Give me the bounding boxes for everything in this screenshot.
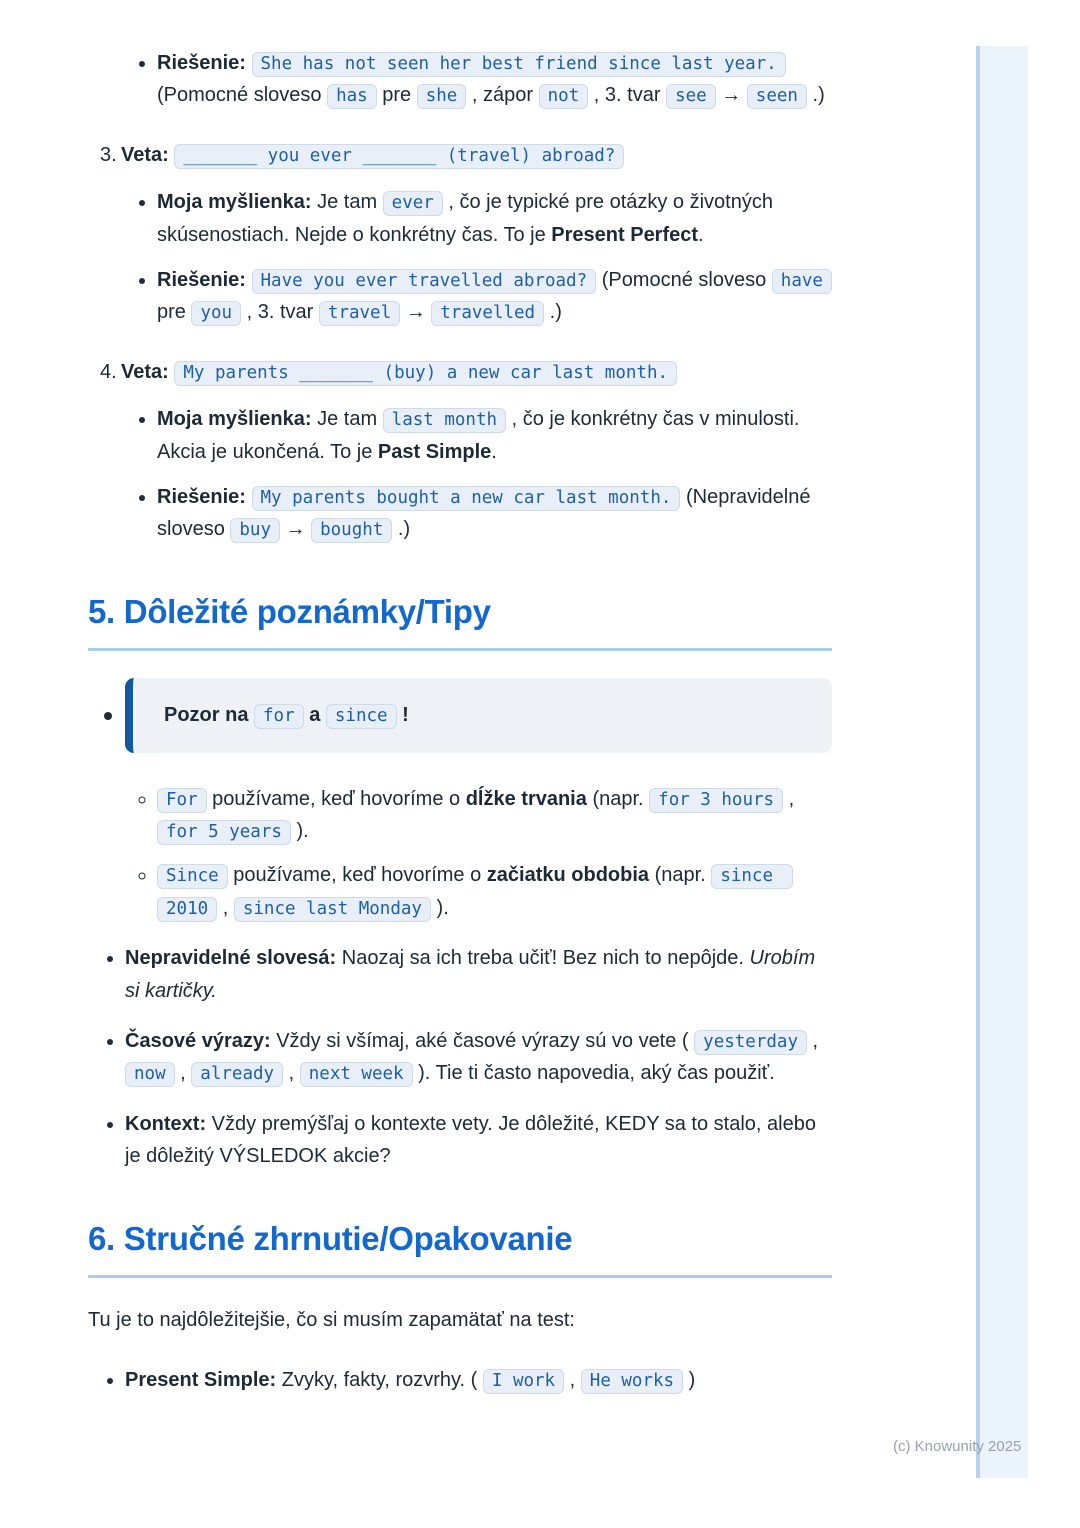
emphasis-text: začiatku obdobia [486,864,650,887]
code-chip: He works [581,1369,683,1394]
code-chip: for 3 hours [649,788,783,813]
tip-label: Kontext: [125,1112,207,1135]
code-chip: since [326,704,397,729]
code-chip: she [417,84,467,109]
section-heading-6: 6. Stručné zhrnutie/Opakovanie [88,1219,573,1257]
text-segment: .) [397,518,411,541]
code-chip: travel [319,301,400,326]
veta-label: Veta: [121,360,169,383]
list-item [157,264,832,329]
idea-label: Moja myšlienka: [157,191,312,214]
code-chip: you [191,301,241,326]
code-chip: already [191,1062,283,1087]
document-content [88,47,832,1396]
text-segment: Vždy si všímaj, aké časové výrazy sú vo vete ( [276,1030,689,1053]
code-chip: buy [230,518,280,543]
text-segment: , 3. tvar [593,84,661,107]
summary-item-present-simple [125,1364,832,1396]
code-chip: since 2010 [157,864,793,921]
text-segment: pre [382,84,412,107]
text-segment: , [222,896,229,919]
heading-rule [88,1275,832,1278]
code-chip: see [666,84,716,109]
text-segment: , čo je konkrétny čas v minulosti. Akcia je ukončená. To je [157,408,800,463]
code-chip: My parents _______ (buy) a new car last month. [174,361,677,386]
list-item [157,481,832,546]
text-segment: (napr. [654,864,706,887]
page-edge-strip [976,46,1028,1478]
solution-label: Riešenie: [157,268,246,291]
code-chip: yesterday [694,1030,807,1055]
list-number: 4. [100,360,117,383]
text-segment: . [491,440,497,463]
text-segment: pre [157,301,186,324]
text-segment: Je tam [317,408,378,431]
arrow-text: → [721,84,742,107]
tip-item-context [125,1108,832,1173]
tip-item-irregular [125,942,832,1007]
italic-note: Urobím si kartičky. [125,947,816,1002]
text-segment: . [698,223,704,246]
tip-label: Časové výrazy: [125,1030,271,1053]
text-segment: ). Tie ti často napovedia, aký čas použiť. [418,1062,775,1085]
code-chip: _______ you ever _______ (travel) abroad? [174,144,624,169]
text-segment: , [569,1368,576,1391]
text-segment: používame, keď hovoríme o [233,864,482,887]
text-segment: Je tam [317,191,378,214]
code-chip: since last Monday [234,897,431,922]
tip-item-time [125,1025,832,1090]
summary-intro: Tu je to najdôležitejšie, čo si musím zapamätať na test: [88,1309,575,1332]
code-chip: for 5 years [157,820,291,845]
callout-note [125,678,832,752]
code-chip: last month [383,408,506,433]
tense-name: Past Simple [377,440,492,463]
code-chip: seen [747,84,807,109]
code-chip: travelled [431,301,544,326]
analysis-list [100,403,832,546]
text-segment: , [288,1062,295,1085]
solution-label: Riešenie: [157,485,246,508]
emphasis-text: dĺžke trvania [465,787,587,810]
text-segment: .) [549,301,562,324]
list-item [157,403,832,468]
code-chip: For [157,788,207,813]
text-segment: , [180,1062,186,1085]
veta-item-4 [88,356,832,546]
copyright-watermark: (c) Knowunity 2025 [893,1438,1022,1455]
analysis-list [100,186,832,329]
heading-rule [88,648,832,651]
text-segment: (Nepravidelné sloveso [157,485,811,541]
tips-list [88,678,832,1172]
code-chip: My parents bought a new car last month. [252,486,681,511]
text-segment: , [788,787,795,810]
text-segment: ) [688,1368,696,1391]
list-item [157,47,832,112]
code-chip: have [772,269,832,294]
solution-list [88,47,832,112]
code-chip: Have you ever travelled abroad? [252,269,597,294]
section-heading-5: 5. Dôležité poznámky/Tipy [88,592,491,630]
code-chip: now [125,1062,175,1087]
arrow-text: → [405,301,426,324]
list-item [157,783,832,848]
code-chip: Since [157,864,228,889]
tense-label: Present Simple: [125,1368,277,1391]
tip-label: Nepravidelné slovesá: [125,947,337,970]
text-segment: používame, keď hovoríme o [212,787,461,810]
code-chip: not [539,84,589,109]
text-segment: (Pomocné sloveso [601,268,767,291]
text-segment: ). [436,896,449,919]
text-segment: , 3. tvar [246,301,314,324]
list-item [157,859,832,924]
list-item [157,186,832,251]
arrow-text: → [285,518,306,541]
summary-list [88,1364,832,1396]
code-chip: has [327,84,377,109]
code-chip: next week [300,1062,413,1087]
bullet-dot [104,712,112,720]
note-text: Pozor na [164,704,249,727]
code-chip: bought [311,518,392,543]
text-segment: , čo je typické pre otázky o životných skúsenostiach. Nejde o konkrétny čas. To je [157,191,773,246]
text-segment: Vždy premýšľaj o kontexte vety. Je dôležité, KEDY sa to stalo, alebo je dôležitý VÝSLEDOK akcie? [125,1112,816,1168]
for-since-list [125,783,832,925]
text-segment: Zvyky, fakty, rozvrhy. ( [281,1368,478,1391]
note-text: ! [402,704,409,727]
idea-label: Moja myšlienka: [157,408,312,431]
text-segment: .) [812,84,825,107]
text-segment: Naozaj sa ich treba učiť! Bez nich to nepôjde. [341,947,744,970]
code-chip: She has not seen her best friend since last year. [252,52,786,77]
note-text: a [309,704,321,727]
text-segment: (napr. [592,787,644,810]
text-segment: , [812,1030,819,1053]
solution-label: Riešenie: [157,52,246,74]
text-segment: ). [296,820,309,843]
code-chip: I work [483,1369,564,1394]
text-segment: (Pomocné sloveso [157,84,322,107]
code-chip: for [254,704,304,729]
tense-name: Present Perfect [551,223,699,246]
code-chip: ever [383,191,443,216]
text-segment: , zápor [471,84,534,107]
note-item [125,678,832,924]
veta-item-3 [88,139,832,329]
list-number: 3. [100,143,117,166]
veta-label: Veta: [121,143,169,166]
